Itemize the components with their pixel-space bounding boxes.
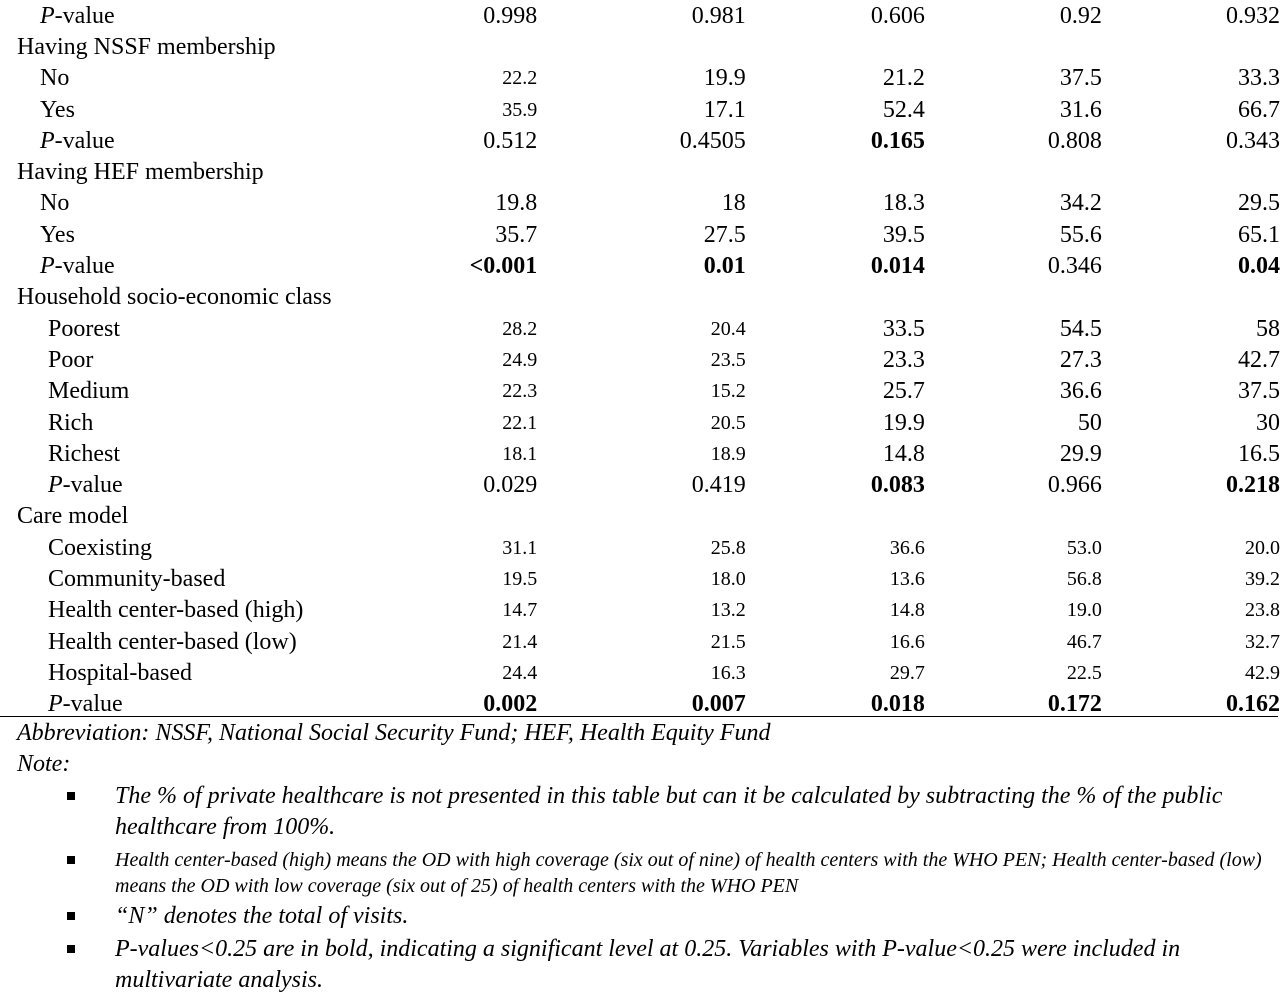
row-label: Medium [48, 378, 130, 405]
note-heading: Note: [17, 751, 71, 777]
cell-value: <0.001 [469, 253, 538, 280]
cell-value: 18.9 [710, 442, 746, 465]
table-row [0, 469, 1280, 500]
cell-value: 23.3 [882, 346, 925, 373]
table-row-group [0, 156, 1280, 187]
table-row [0, 438, 1280, 469]
table-row [0, 188, 1280, 219]
table-row-group [0, 282, 1280, 313]
cell-value: 15.2 [710, 380, 746, 403]
cell-value: 65.1 [1238, 221, 1280, 248]
table-row-group [0, 501, 1280, 532]
cell-value: 31.1 [502, 536, 538, 559]
list-item [17, 781, 1267, 843]
cell-value: 22.3 [502, 380, 538, 403]
cell-value: 0.018 [870, 691, 925, 718]
table-row [0, 63, 1280, 94]
cell-value: 14.8 [889, 599, 925, 622]
cell-value: 13.2 [710, 599, 746, 622]
group-label: Household socio-economic class [17, 284, 332, 311]
cell-value: 46.7 [1066, 630, 1102, 653]
cell-value: 0.419 [691, 472, 746, 499]
note-text: “N” denotes the total of visits. [115, 903, 409, 929]
cell-value: 34.2 [1059, 190, 1102, 217]
cell-value: 14.8 [882, 440, 925, 467]
cell-value: 37.5 [1238, 378, 1280, 405]
table-row [0, 0, 1280, 31]
cell-value: 27.5 [703, 221, 746, 248]
cell-value: 0.007 [691, 691, 746, 718]
cell-value: 18.0 [710, 567, 746, 590]
cell-value: 39.2 [1245, 567, 1280, 590]
cell-value: 22.2 [502, 67, 538, 90]
cell-value: 0.165 [870, 127, 925, 154]
abbreviation-note: Abbreviation: NSSF, National Social Security Fund; HEF, Health Equity Fund [17, 720, 771, 746]
cell-value: 19.0 [1066, 599, 1102, 622]
row-label: P-value [40, 2, 115, 29]
cell-value: 0.606 [870, 2, 925, 29]
cell-value: 36.6 [889, 536, 925, 559]
cell-value: 36.6 [1059, 378, 1102, 405]
cell-value: 0.343 [1226, 127, 1280, 154]
square-bullet-icon [67, 856, 75, 864]
cell-value: 0.932 [1226, 2, 1280, 29]
cell-value: 0.172 [1047, 691, 1102, 718]
list-item [17, 934, 1267, 996]
cell-value: 23.8 [1245, 599, 1280, 622]
row-label: Richest [48, 440, 120, 467]
cell-value: 22.5 [1066, 661, 1102, 684]
table-row [0, 595, 1280, 626]
square-bullet-icon [67, 792, 75, 800]
cell-value: 35.7 [495, 221, 538, 248]
cell-value: 19.9 [703, 65, 746, 92]
cell-value: 0.04 [1238, 253, 1280, 280]
cell-value: 37.5 [1059, 65, 1102, 92]
cell-value: 24.9 [502, 348, 538, 371]
table-row [0, 250, 1280, 281]
note-text: Health center-based (high) means the OD with high coverage (six out of nine) of health centers with the WHO PEN; Health center-based (low) means the OD with low coverage (six out of 25) of health centers with the WHO PEN [115, 849, 1262, 897]
row-label: Hospital-based [48, 659, 192, 686]
row-label: No [40, 190, 70, 217]
table-row-group [0, 31, 1280, 62]
square-bullet-icon [67, 945, 75, 953]
group-label: Having NSSF membership [17, 33, 276, 60]
note-text: P-values<0.25 are in bold, indicating a significant level at 0.25. Variables with P-value<0.25 were included in multivariate analysis. [115, 936, 1181, 993]
row-label: Yes [40, 96, 75, 123]
table-row [0, 532, 1280, 563]
row-label: Health center-based (high) [48, 597, 304, 624]
cell-value: 21.4 [502, 630, 538, 653]
cell-value: 20.5 [710, 411, 746, 434]
table-row [0, 313, 1280, 344]
cell-value: 0.4505 [679, 127, 746, 154]
list-item [17, 901, 1267, 932]
cell-value: 55.6 [1059, 221, 1102, 248]
row-label: Community-based [48, 565, 226, 592]
cell-value: 32.7 [1245, 630, 1280, 653]
cell-value: 35.9 [502, 98, 538, 121]
cell-value: 58 [1256, 315, 1280, 342]
cell-value: 19.8 [495, 190, 538, 217]
cell-value: 39.5 [882, 221, 925, 248]
table-row [0, 563, 1280, 594]
cell-value: 0.029 [483, 472, 538, 499]
cell-value: 30 [1256, 409, 1280, 436]
cell-value: 25.8 [710, 536, 746, 559]
cell-value: 52.4 [882, 96, 925, 123]
table-row [0, 657, 1280, 688]
cell-value: 0.92 [1059, 2, 1102, 29]
cell-value: 31.6 [1059, 96, 1102, 123]
square-bullet-icon [67, 912, 75, 920]
cell-value: 13.6 [889, 567, 925, 590]
row-label: Rich [48, 409, 94, 436]
cell-value: 16.3 [710, 661, 746, 684]
cell-value: 29.7 [889, 661, 925, 684]
row-label: Health center-based (low) [48, 628, 297, 655]
cell-value: 14.7 [502, 599, 538, 622]
cell-value: 21.2 [882, 65, 925, 92]
cell-value: 23.5 [710, 348, 746, 371]
cell-value: 29.9 [1059, 440, 1102, 467]
table-row [0, 626, 1280, 657]
cell-value: 53.0 [1066, 536, 1102, 559]
table-row [0, 219, 1280, 250]
table-row [0, 125, 1280, 156]
row-label: Coexisting [48, 534, 153, 561]
cell-value: 17.1 [703, 96, 746, 123]
row-label: Poorest [48, 315, 120, 342]
cell-value: 21.5 [710, 630, 746, 653]
cell-value: 0.218 [1226, 472, 1280, 499]
cell-value: 16.5 [1238, 440, 1280, 467]
cell-value: 16.6 [889, 630, 925, 653]
cell-value: 19.9 [882, 409, 925, 436]
cell-value: 0.002 [483, 691, 538, 718]
cell-value: 18.1 [502, 442, 538, 465]
group-label: Having HEF membership [17, 159, 264, 186]
row-label: P-value [40, 127, 115, 154]
cell-value: 18 [721, 190, 746, 217]
cell-value: 0.014 [870, 253, 925, 280]
cell-value: 0.346 [1047, 253, 1102, 280]
cell-value: 20.0 [1245, 536, 1280, 559]
cell-value: 0.966 [1047, 472, 1102, 499]
note-text: The % of private healthcare is not presented in this table but can it be calculated by subtracting the % of the public healthcare from 100%. [115, 783, 1223, 840]
row-label: Yes [40, 221, 75, 248]
cell-value: 28.2 [502, 317, 538, 340]
cell-value: 0.981 [691, 2, 746, 29]
list-item [17, 847, 1267, 899]
cell-value: 56.8 [1066, 567, 1102, 590]
group-label: Care model [17, 503, 129, 530]
cell-value: 42.9 [1245, 661, 1280, 684]
cell-value: 22.1 [502, 411, 538, 434]
row-label: P-value [40, 253, 115, 280]
cell-value: 20.4 [710, 317, 746, 340]
cell-value: 66.7 [1238, 96, 1280, 123]
cell-value: 18.3 [882, 190, 925, 217]
row-label: No [40, 65, 70, 92]
table-row [0, 94, 1280, 125]
cell-value: 24.4 [502, 661, 538, 684]
cell-value: 33.3 [1238, 65, 1280, 92]
table-row [0, 407, 1280, 438]
cell-value: 0.162 [1226, 691, 1280, 718]
table-row [0, 344, 1280, 375]
cell-value: 50 [1077, 409, 1102, 436]
note-list [17, 781, 1267, 996]
row-label: P-value [48, 472, 123, 499]
cell-value: 42.7 [1238, 346, 1280, 373]
cell-value: 0.808 [1047, 127, 1102, 154]
cell-value: 27.3 [1059, 346, 1102, 373]
cell-value: 25.7 [882, 378, 925, 405]
cell-value: 0.512 [483, 127, 538, 154]
cell-value: 0.01 [703, 253, 746, 280]
table-footnotes [17, 717, 1267, 996]
cell-value: 29.5 [1238, 190, 1280, 217]
cell-value: 33.5 [882, 315, 925, 342]
table-row [0, 376, 1280, 407]
cell-value: 54.5 [1059, 315, 1102, 342]
row-label: Poor [48, 346, 94, 373]
cell-value: 0.998 [483, 2, 538, 29]
row-label: P-value [48, 691, 123, 718]
cell-value: 0.083 [870, 472, 925, 499]
cell-value: 19.5 [502, 567, 538, 590]
